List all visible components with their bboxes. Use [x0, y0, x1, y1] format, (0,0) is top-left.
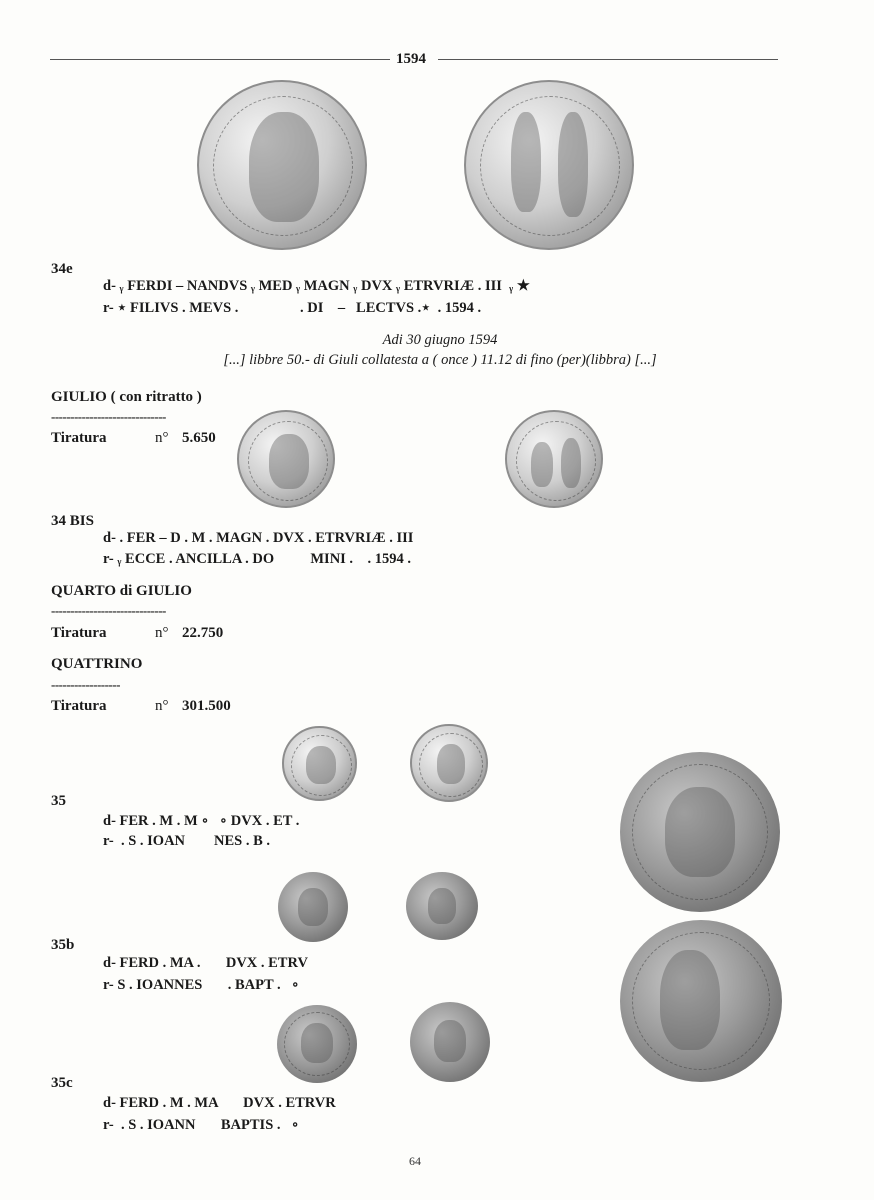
- coin-34bis-obverse: [237, 410, 335, 508]
- coin-35b-obverse: [278, 872, 348, 942]
- header-rule-left: [50, 59, 390, 60]
- legend-35-reverse: r- . S . IOAN NES . B .: [103, 833, 271, 849]
- section-number-34bis: 34 BIS: [51, 513, 94, 529]
- quattrino-title: QUATTRINO: [51, 656, 143, 672]
- coin-35-reverse: [410, 724, 488, 802]
- coin-34e-reverse: [464, 80, 634, 250]
- quarto-n-label: n°: [155, 625, 169, 641]
- archive-note-text: [...] libbre 50.- di Giuli collatesta a ( once ) 11.12 di fino (per)(libbra) [...]: [223, 352, 657, 368]
- section-number-34e: 34e: [51, 261, 73, 277]
- giulio-divider: ------------------------------: [51, 409, 166, 424]
- quarto-divider: ------------------------------: [51, 603, 166, 618]
- coin-large-saint: [620, 920, 782, 1082]
- legend-34e-obverse: d- ᵧ FERDI – NANDVS ᵧ MED ᵧ MAGN ᵧ DVX ᵧ ETRVRIÆ . III ᵧ ★: [103, 278, 530, 294]
- coin-35c-obverse: [277, 1005, 357, 1083]
- quattrino-tiratura-label: Tiratura: [51, 698, 107, 714]
- page-number: 64: [409, 1154, 421, 1168]
- legend-35b-obverse: d- FERD . MA . DVX . ETRV: [103, 955, 308, 971]
- legend-35-obverse: d- FER . M . M ∘ ∘ DVX . ET .: [103, 813, 300, 829]
- coin-34bis-reverse: [505, 410, 603, 508]
- legend-35c-obverse: d- FERD . M . MA DVX . ETRVR: [103, 1095, 336, 1111]
- archive-note-date: Adi 30 giugno 1594: [382, 332, 498, 348]
- quarto-title: QUARTO di GIULIO: [51, 583, 192, 599]
- page-year: 1594: [396, 51, 426, 67]
- coin-large-shield: [620, 752, 780, 912]
- giulio-n-label: n°: [155, 430, 169, 446]
- section-number-35c: 35c: [51, 1075, 73, 1091]
- giulio-tiratura-value: 5.650: [182, 430, 216, 446]
- giulio-tiratura-label: Tiratura: [51, 430, 107, 446]
- giulio-title: GIULIO ( con ritratto ): [51, 389, 202, 405]
- quattrino-n-label: n°: [155, 698, 169, 714]
- quattrino-tiratura-value: 301.500: [182, 698, 231, 714]
- section-number-35b: 35b: [51, 937, 75, 953]
- coin-35-obverse: [282, 726, 357, 801]
- coin-35b-reverse: [406, 872, 478, 940]
- header-rule-right: [438, 59, 778, 60]
- legend-34bis-reverse: r- ᵧ ECCE . ANCILLA . DO MINI . . 1594 .: [103, 551, 412, 567]
- legend-34bis-obverse: d- . FER – D . M . MAGN . DVX . ETRVRIÆ . III: [103, 530, 414, 546]
- coin-35c-reverse: [410, 1002, 490, 1082]
- legend-35c-reverse: r- . S . IOANN BAPTIS . ∘: [103, 1117, 299, 1133]
- quarto-tiratura-value: 22.750: [182, 625, 224, 641]
- coin-34e-obverse: [197, 80, 367, 250]
- legend-35b-reverse: r- S . IOANNES . BAPT . ∘: [103, 977, 300, 993]
- quattrino-divider: ------------------: [51, 677, 120, 692]
- legend-34e-reverse: r- ⋆ FILIVS . MEVS . . DI – LECTVS .⋆ . 1594 .: [103, 300, 482, 316]
- section-number-35: 35: [51, 793, 66, 809]
- quarto-tiratura-label: Tiratura: [51, 625, 107, 641]
